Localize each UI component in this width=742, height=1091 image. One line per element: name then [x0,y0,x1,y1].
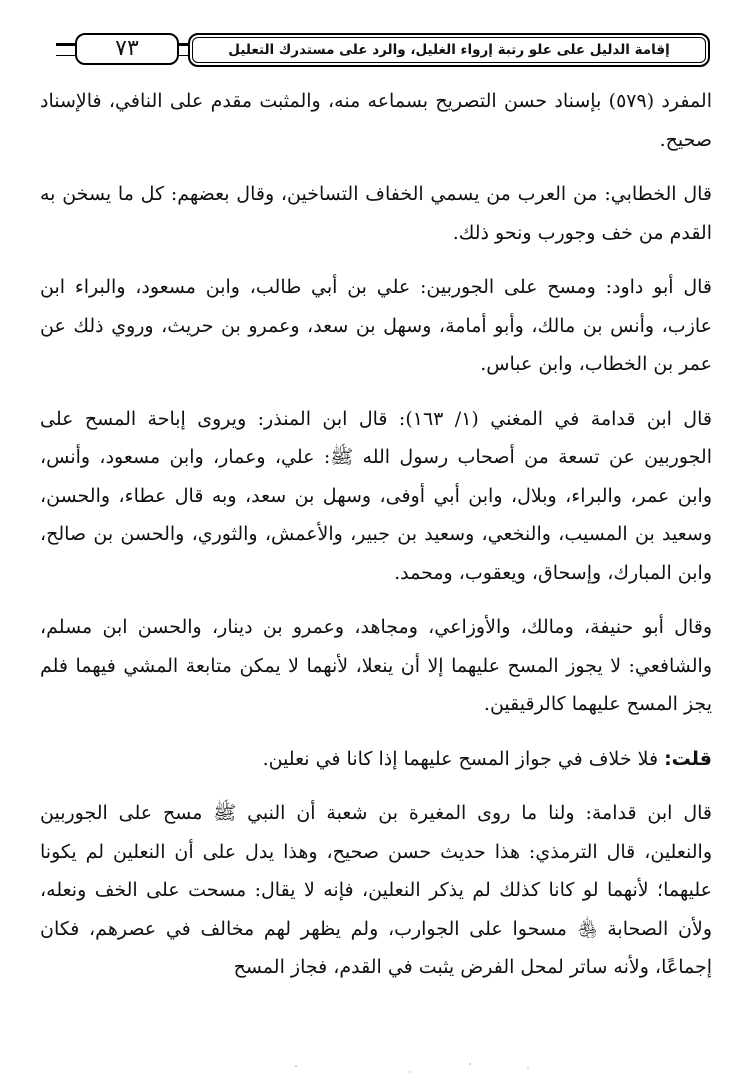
paragraph-ibn-qudama-mughni: قال ابن قدامة في المغني (١/ ١٦٣): قال ابن المنذر: ويروى إباحة المسح على الجوربين عن تسعة من أصحاب رسول الله ﷺ: علي، وعمار، وابن مسعود، وأنس، وابن عمر، والبراء، وبلال، وابن أبي أوفى، وسهل بن سعد، وبه قال عطاء، والحسن، وسعيد بن المسيب، والنخعي، وسعيد بن جبير، والأعمش، والثوري، والحسن بن صالح، وابن المبارك، وإسحاق، ويعقوب، ومحمد. [40,407,713,584]
note-text: فلا خلاف في جواز المسح عليهما إذا كانا في نعلين. [262,747,665,770]
paragraph-ibn-qudama-argument: قال ابن قدامة: ولنا ما روى المغيرة بن شعبة أن النبي ﷺ مسح على الجوربين والنعلين، قال الترمذي: هذا حديث حسن صحيح، وهذا يدل على أن النعلين لم يكونا عليهما؛ لأنهما لو كانا كذلك لم يذكر النعلين، فإنه لا يقال: مسحت على الخف ونعله، ولأن الصحابة ﵃ مسحوا على الجوارب، ولم يظهر لهم مخالف في عصرهم، فكان إجماعًا، ولأنه ساتر لمحل الفرض يثبت في القدم، فجاز المسح [40,802,712,978]
scan-noise [0,1046,742,1091]
paragraph-khattabi: قال الخطابي: من العرب من يسمي الخفاف التساخين، وقال بعضهم: كل ما يسخن به القدم من خف وجورب ونحو ذلك. [40,183,712,244]
page-number: ٧٣ [75,33,179,65]
paragraph-abu-hanifa: وقال أبو حنيفة، ومالك، والأوزاعي، ومجاهد، وعمرو بن دينار، والحسن ابن مسلم، والشافعي: لا يجوز المسح عليهما إلا أن ينعلا، لأنهما لا يمكن متابعة المشي فيهما فلم يجز المسح عليهما كالرقيقين. [40,616,712,715]
paragraph-continuation: المفرد (٥٧٩) بإسناد حسن التصريح بسماعه منه، والمثبت مقدم على النافي، فالإسناد صحيح. [40,90,712,151]
paragraph-abu-dawud: قال أبو داود: ومسح على الجوربين: علي بن أبي طالب، وابن مسعود، والبراء ابن عازب، وأنس بن مالك، وأبو أمامة، وسهل بن سعد، وعمرو بن حريث، وروي ذلك عن عمر بن الخطاب، وابن عباس. [40,276,712,375]
running-title: إقامة الدليل على علو رتبة إرواء الغليل، والرد على مستدرك التعليل [188,33,710,67]
header-rule-middle [178,43,188,56]
page-body [40,82,712,987]
author-note [40,740,712,779]
page-header [48,30,710,70]
note-label: قلت: [664,747,712,770]
